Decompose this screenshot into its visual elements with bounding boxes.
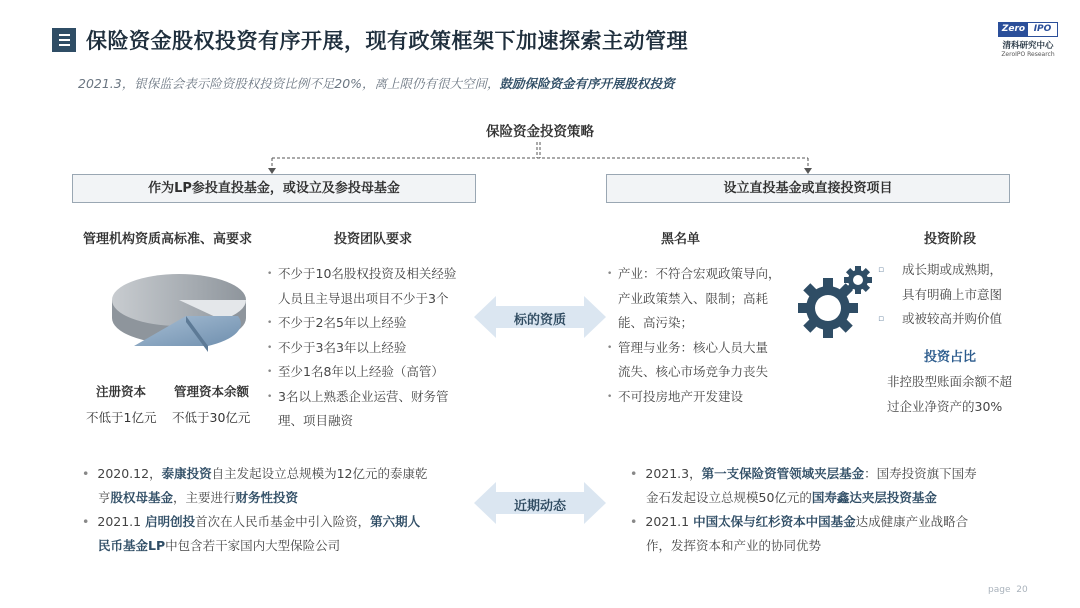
list-item: • 3名以上熟悉企业运营、财务管 (267, 388, 449, 404)
list-item: • 至少1名8年以上经验（高管） (267, 364, 444, 379)
list-item: • 不少于2名5年以上经验 (267, 315, 407, 330)
list-item: • 不少于10名股权投资及相关经验 (267, 266, 457, 281)
aum-label: 管理资本余额 (174, 384, 250, 399)
gear-icon (796, 264, 876, 340)
page-number: page 20 (988, 585, 1028, 595)
strategy-root: 保险资金投资策略 (486, 124, 594, 140)
mgmt-heading: 管理机构资质高标准、高要求 (83, 232, 253, 247)
right-branch: 设立直投基金或直接投资项目 (606, 174, 1010, 203)
list-item: ▫ 成长期或成熟期， (878, 262, 1003, 277)
list-item: • 管理与业务：核心人员大量 (607, 339, 769, 355)
list-item: ▫ 或被较高并购价值 (878, 311, 1003, 326)
list-item: • 不少于3名3年以上经验 (267, 339, 407, 355)
blacklist-heading: 黑名单 (661, 232, 701, 247)
target-label: 标的资质 (513, 313, 566, 328)
news-item-cont: 亨股权母基金，主要进行财务性投资 (98, 490, 299, 505)
recent-label: 近期动态 (513, 499, 566, 514)
bottom-left-news (82, 462, 462, 558)
list-item: • 不可投房地产开发建设 (607, 388, 744, 404)
logo-cn: 清科研究中心 (1002, 41, 1054, 51)
subtitle-plain: 2021.3，银保监会表示险资股权投资比例不足20%，离上限仍有很大空间， (78, 76, 500, 91)
logo-text-a: Zero (999, 23, 1028, 36)
list-item: 流失、核心市场竞争力丧失 (618, 364, 769, 379)
subtitle-bold: 鼓励保险资金有序开展股权投资 (499, 76, 675, 91)
logo-text-b: IPO (1028, 23, 1057, 36)
team-list (267, 262, 457, 434)
aum-value: 不低于30亿元 (172, 410, 251, 425)
ratio-heading: 投资占比 (924, 350, 977, 365)
list-item: 产业政策禁入、限制；高耗 (618, 290, 769, 306)
list-item: 理、项目融资 (278, 413, 354, 428)
ratio-list (887, 370, 1012, 419)
logo-en: ZeroIPO Research (1001, 51, 1055, 58)
list-item: • 产业：不符合宏观政策导向， (607, 266, 781, 281)
news-item: • 2021.3，第一支保险资管领域夹层基金：国寿投资旗下国寿 (630, 466, 977, 481)
news-item: • 2021.1 启明创投首次在人民币基金中引入险资，第六期人 (82, 514, 421, 529)
team-heading: 投资团队要求 (334, 232, 413, 247)
blacklist-list (607, 262, 781, 409)
news-item-cont: 作，发挥资本和产业的协同优势 (646, 538, 822, 553)
reg-capital-value: 不低于1亿元 (86, 410, 157, 425)
news-item: • 2020.12，泰康投资自主发起设立总规模为12亿元的泰康乾 (82, 466, 428, 481)
left-branch: 作为LP参投直投基金，或设立及参投母基金 (72, 174, 476, 203)
list-item: 非控股型账面余额不超 (887, 374, 1013, 389)
page-title: 保险资金股权投资有序开展，现有政策框架下加速探索主动管理 (86, 29, 688, 53)
news-item-cont: 金石发起设立总规模50亿元的国寿鑫达夹层投资基金 (646, 490, 937, 505)
pie-chart-icon (104, 262, 254, 354)
stage-list (878, 258, 1003, 332)
news-item-cont: 民币基金LP中包含若干家国内大型保险公司 (98, 538, 341, 553)
list-item: 具有明确上市意图 (902, 286, 1003, 302)
news-item: • 2021.1 中国太保与红杉资本中国基金达成健康产业战略合 (630, 514, 969, 529)
list-item: 能、高污染； (618, 315, 694, 330)
reg-capital-label: 注册资本 (96, 384, 147, 399)
stage-heading: 投资阶段 (924, 232, 977, 247)
list-item: 人员且主导退出项目不少于3个 (278, 290, 449, 306)
list-item: 过企业净资产的30% (887, 398, 1003, 414)
bottom-right-news (630, 462, 1020, 558)
